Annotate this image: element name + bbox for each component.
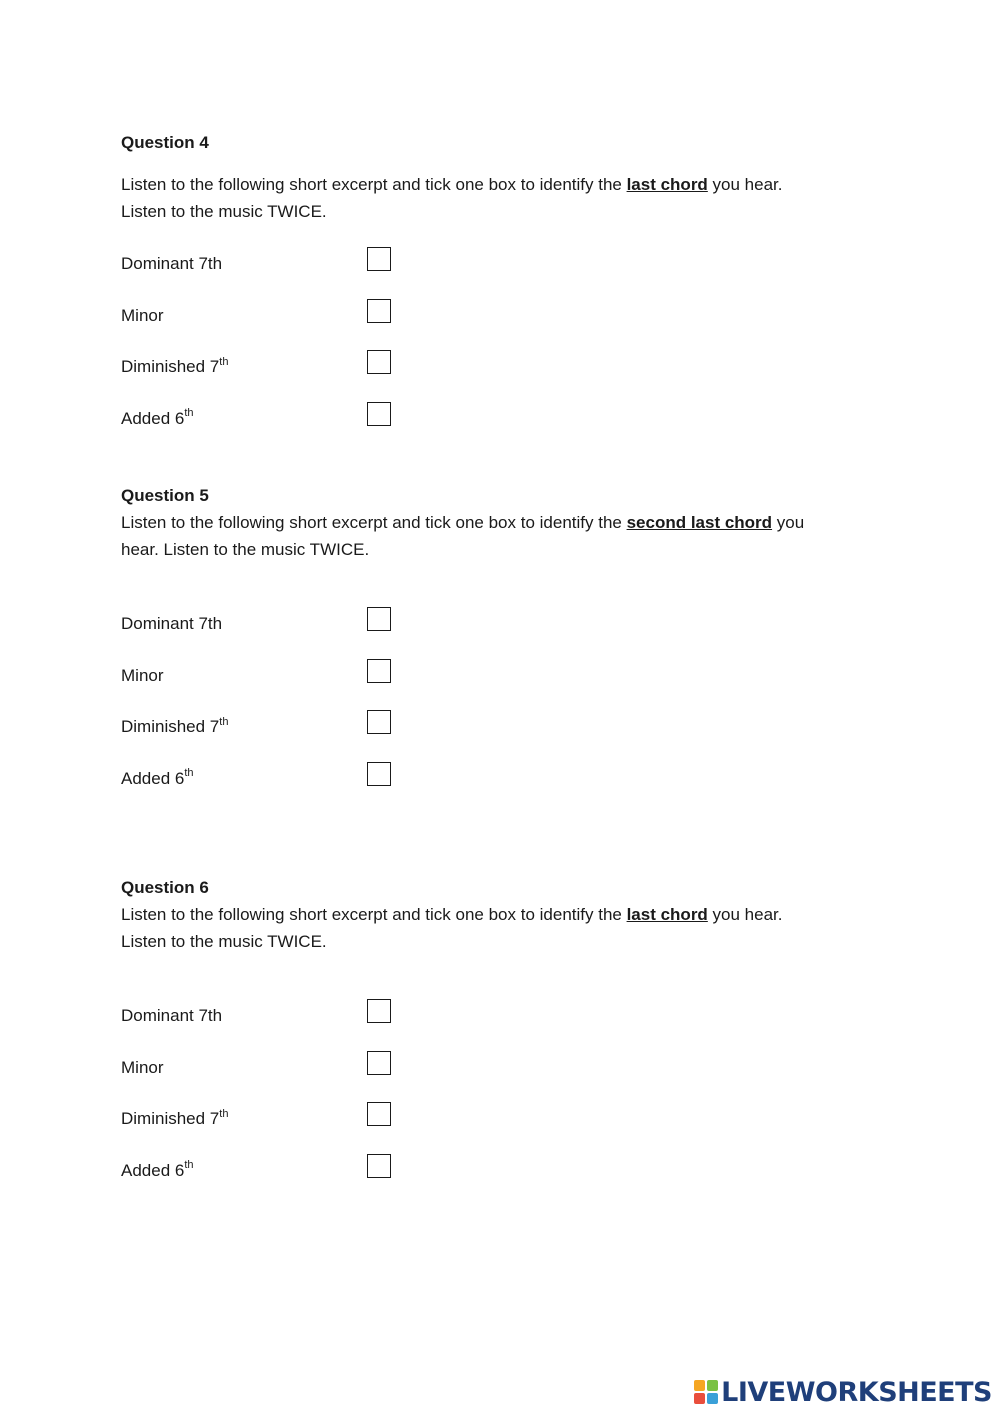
option-diminished-7th (121, 710, 881, 762)
option-label: Added 6th (121, 407, 194, 428)
option-label: Added 6th (121, 1159, 194, 1180)
option-label: Diminished 7th (121, 355, 229, 377)
question-instruction: Listen to the following short excerpt and tick one box to identify the last chord you hear. Listen to the music TWICE. (121, 175, 783, 221)
checkbox-added-6th[interactable] (367, 762, 391, 786)
checkbox-diminished-7th[interactable] (367, 1102, 391, 1126)
logo-square-red (694, 1393, 705, 1404)
option-label: Diminished 7th (121, 1107, 229, 1129)
liveworksheets-logo (694, 1377, 992, 1407)
instruction-emphasis: last chord (626, 905, 708, 924)
option-label: Dominant 7th (121, 1006, 223, 1025)
option-label: Minor (121, 1057, 164, 1077)
checkbox-added-6th[interactable] (367, 1154, 391, 1178)
checkbox-diminished-7th[interactable] (367, 350, 391, 374)
option-added-6th (121, 1154, 881, 1206)
option-minor (121, 659, 881, 711)
logo-square-orange (694, 1380, 705, 1391)
liveworksheets-logo-icon (694, 1380, 718, 1404)
checkbox-added-6th[interactable] (367, 402, 391, 426)
question-6 (121, 877, 881, 1205)
checkbox-minor[interactable] (367, 299, 391, 323)
instruction-emphasis: second last chord (626, 513, 773, 532)
option-diminished-7th (121, 350, 881, 402)
option-dominant-7th (121, 999, 881, 1051)
answer-options (121, 999, 881, 1205)
instruction-emphasis: last chord (626, 175, 708, 194)
option-minor (121, 299, 881, 351)
option-dominant-7th (121, 247, 881, 299)
question-instruction: Listen to the following short excerpt and tick one box to identify the last chord you hear. Listen to the music TWICE. (121, 905, 783, 951)
option-added-6th (121, 402, 881, 454)
checkbox-dominant-7th[interactable] (367, 999, 391, 1023)
logo-square-green (707, 1380, 718, 1391)
option-added-6th (121, 762, 881, 814)
checkbox-dominant-7th[interactable] (367, 607, 391, 631)
answer-options (121, 607, 881, 813)
question-title: Question 4 (121, 133, 209, 152)
question-4 (121, 132, 881, 453)
option-dominant-7th (121, 607, 881, 659)
checkbox-dominant-7th[interactable] (367, 247, 391, 271)
answer-options (121, 247, 881, 453)
option-label: Minor (121, 665, 164, 685)
option-diminished-7th (121, 1102, 881, 1154)
option-label: Diminished 7th (121, 715, 229, 737)
option-label: Dominant 7th (121, 614, 223, 633)
option-label: Minor (121, 305, 164, 325)
logo-text: LIVEWORKSHEETS (721, 1376, 992, 1408)
logo-square-blue (707, 1393, 718, 1404)
question-title: Question 6 (121, 878, 209, 897)
option-label: Dominant 7th (121, 254, 223, 273)
checkbox-minor[interactable] (367, 659, 391, 683)
checkbox-minor[interactable] (367, 1051, 391, 1075)
question-instruction: Listen to the following short excerpt and tick one box to identify the second last chord you hear. Listen to the music TWICE. (121, 513, 805, 559)
option-minor (121, 1051, 881, 1103)
checkbox-diminished-7th[interactable] (367, 710, 391, 734)
question-5 (121, 485, 881, 813)
question-title: Question 5 (121, 486, 209, 505)
option-label: Added 6th (121, 767, 194, 788)
